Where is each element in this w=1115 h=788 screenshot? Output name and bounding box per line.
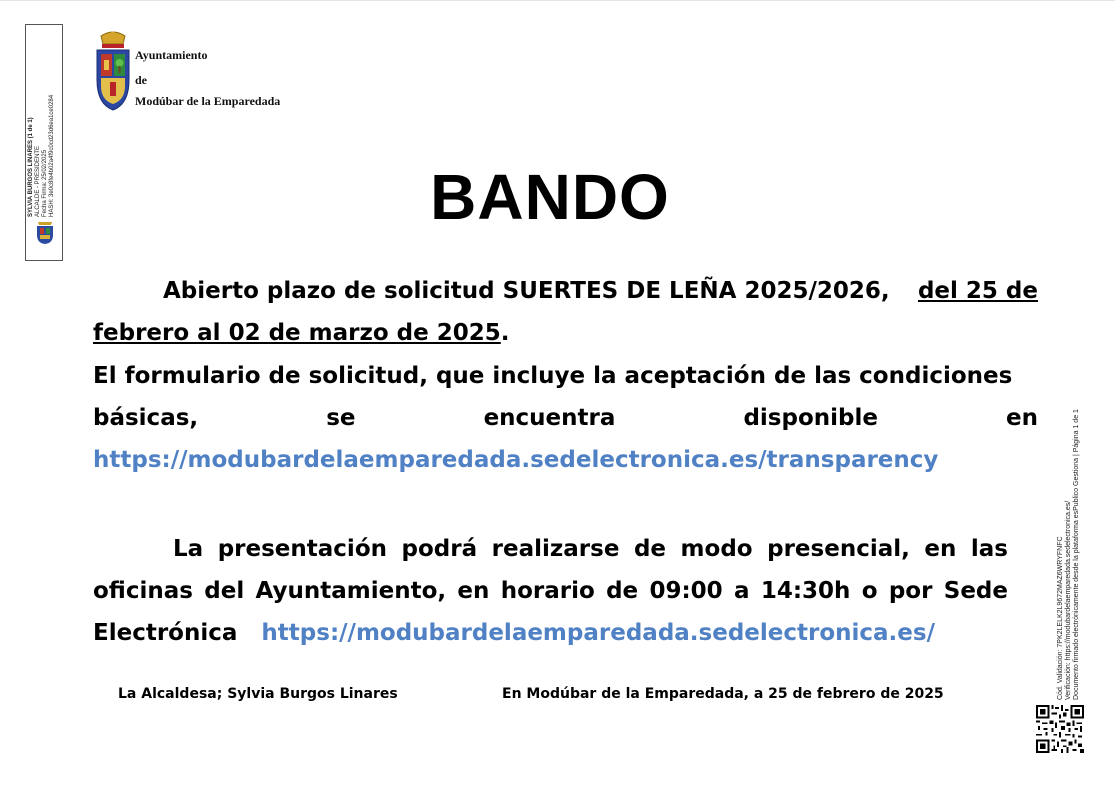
paragraph-line xyxy=(93,397,1038,439)
paragraph-line xyxy=(93,312,1038,354)
signature-date: Fecha Firma: 25/02/2025 xyxy=(42,149,48,217)
place-and-date: En Modúbar de la Emparedada, a 25 de febrero de 2025 xyxy=(502,686,944,702)
org-name-line-3: Modúbar de la Emparedada xyxy=(135,94,281,108)
validation-code: Cód. Validación: 7PK2LELK2L9672MAZ6WRYFNFC xyxy=(1057,536,1064,700)
org-name-line-1: Ayuntamiento xyxy=(135,48,208,62)
page-title: BANDO xyxy=(430,161,670,233)
municipality-logo xyxy=(90,30,290,115)
paragraph-line xyxy=(93,355,1038,397)
qr-code-icon xyxy=(1036,705,1084,753)
submission-text: La presentación podrá realizarse de modo presencial, en las oficinas del Ayuntamiento, en horario de 09:00 a 14:30h o por Sede Electrónica xyxy=(93,536,1008,646)
paragraph-line xyxy=(93,270,1038,312)
mayor-signature: La Alcaldesa; Sylvia Burgos Linares xyxy=(118,686,398,702)
word: en xyxy=(1006,405,1038,431)
word: disponible xyxy=(743,405,878,431)
word: se xyxy=(326,405,356,431)
signer-role: ALCALDE - PRESIDENTE xyxy=(35,145,41,217)
paragraph-text: Abierto plazo de solicitud SUERTES DE LEÑA 2025/2026, xyxy=(163,278,890,304)
form-info-text: El formulario de solicitud, que incluye la aceptación de las condiciones xyxy=(93,363,1013,389)
sentence-end: . xyxy=(500,320,510,346)
verification-url: Verificación: https://modubardelaemparedada.sedelectronica.es/ xyxy=(1065,500,1072,700)
deadline-end: febrero al 02 de marzo de 2025 xyxy=(93,320,501,346)
form-info-paragraph xyxy=(93,355,1038,481)
sede-electronica-link[interactable]: https://modubardelaemparedada.sedelectronica.es/ xyxy=(261,620,935,646)
word: básicas, xyxy=(93,405,199,431)
paragraph-line xyxy=(93,439,1038,481)
deadline-start: del 25 de xyxy=(917,278,1038,304)
announcement-paragraph xyxy=(93,270,1038,354)
transparency-link[interactable]: https://modubardelaemparedada.sedelectronica.es/transparency xyxy=(93,447,939,473)
signer-name: SYLVIA BURGOS LINARES (1 de 1) xyxy=(28,117,34,217)
submission-info-paragraph xyxy=(93,528,1008,654)
platform-note: Documento firmado electrónicamente desde la plataforma esPublico Gestiona | Página 1 de 1 xyxy=(1073,409,1080,700)
coat-of-arms-icon xyxy=(93,30,133,112)
validation-details xyxy=(1057,360,1087,700)
signature-hash: HASH: 3e0c8fe4b02a4f9c0cd23d6ea1ce0284 xyxy=(49,94,55,217)
word: encuentra xyxy=(483,405,616,431)
page-edge-line xyxy=(0,0,1115,1)
org-name-line-2: de xyxy=(135,73,147,87)
